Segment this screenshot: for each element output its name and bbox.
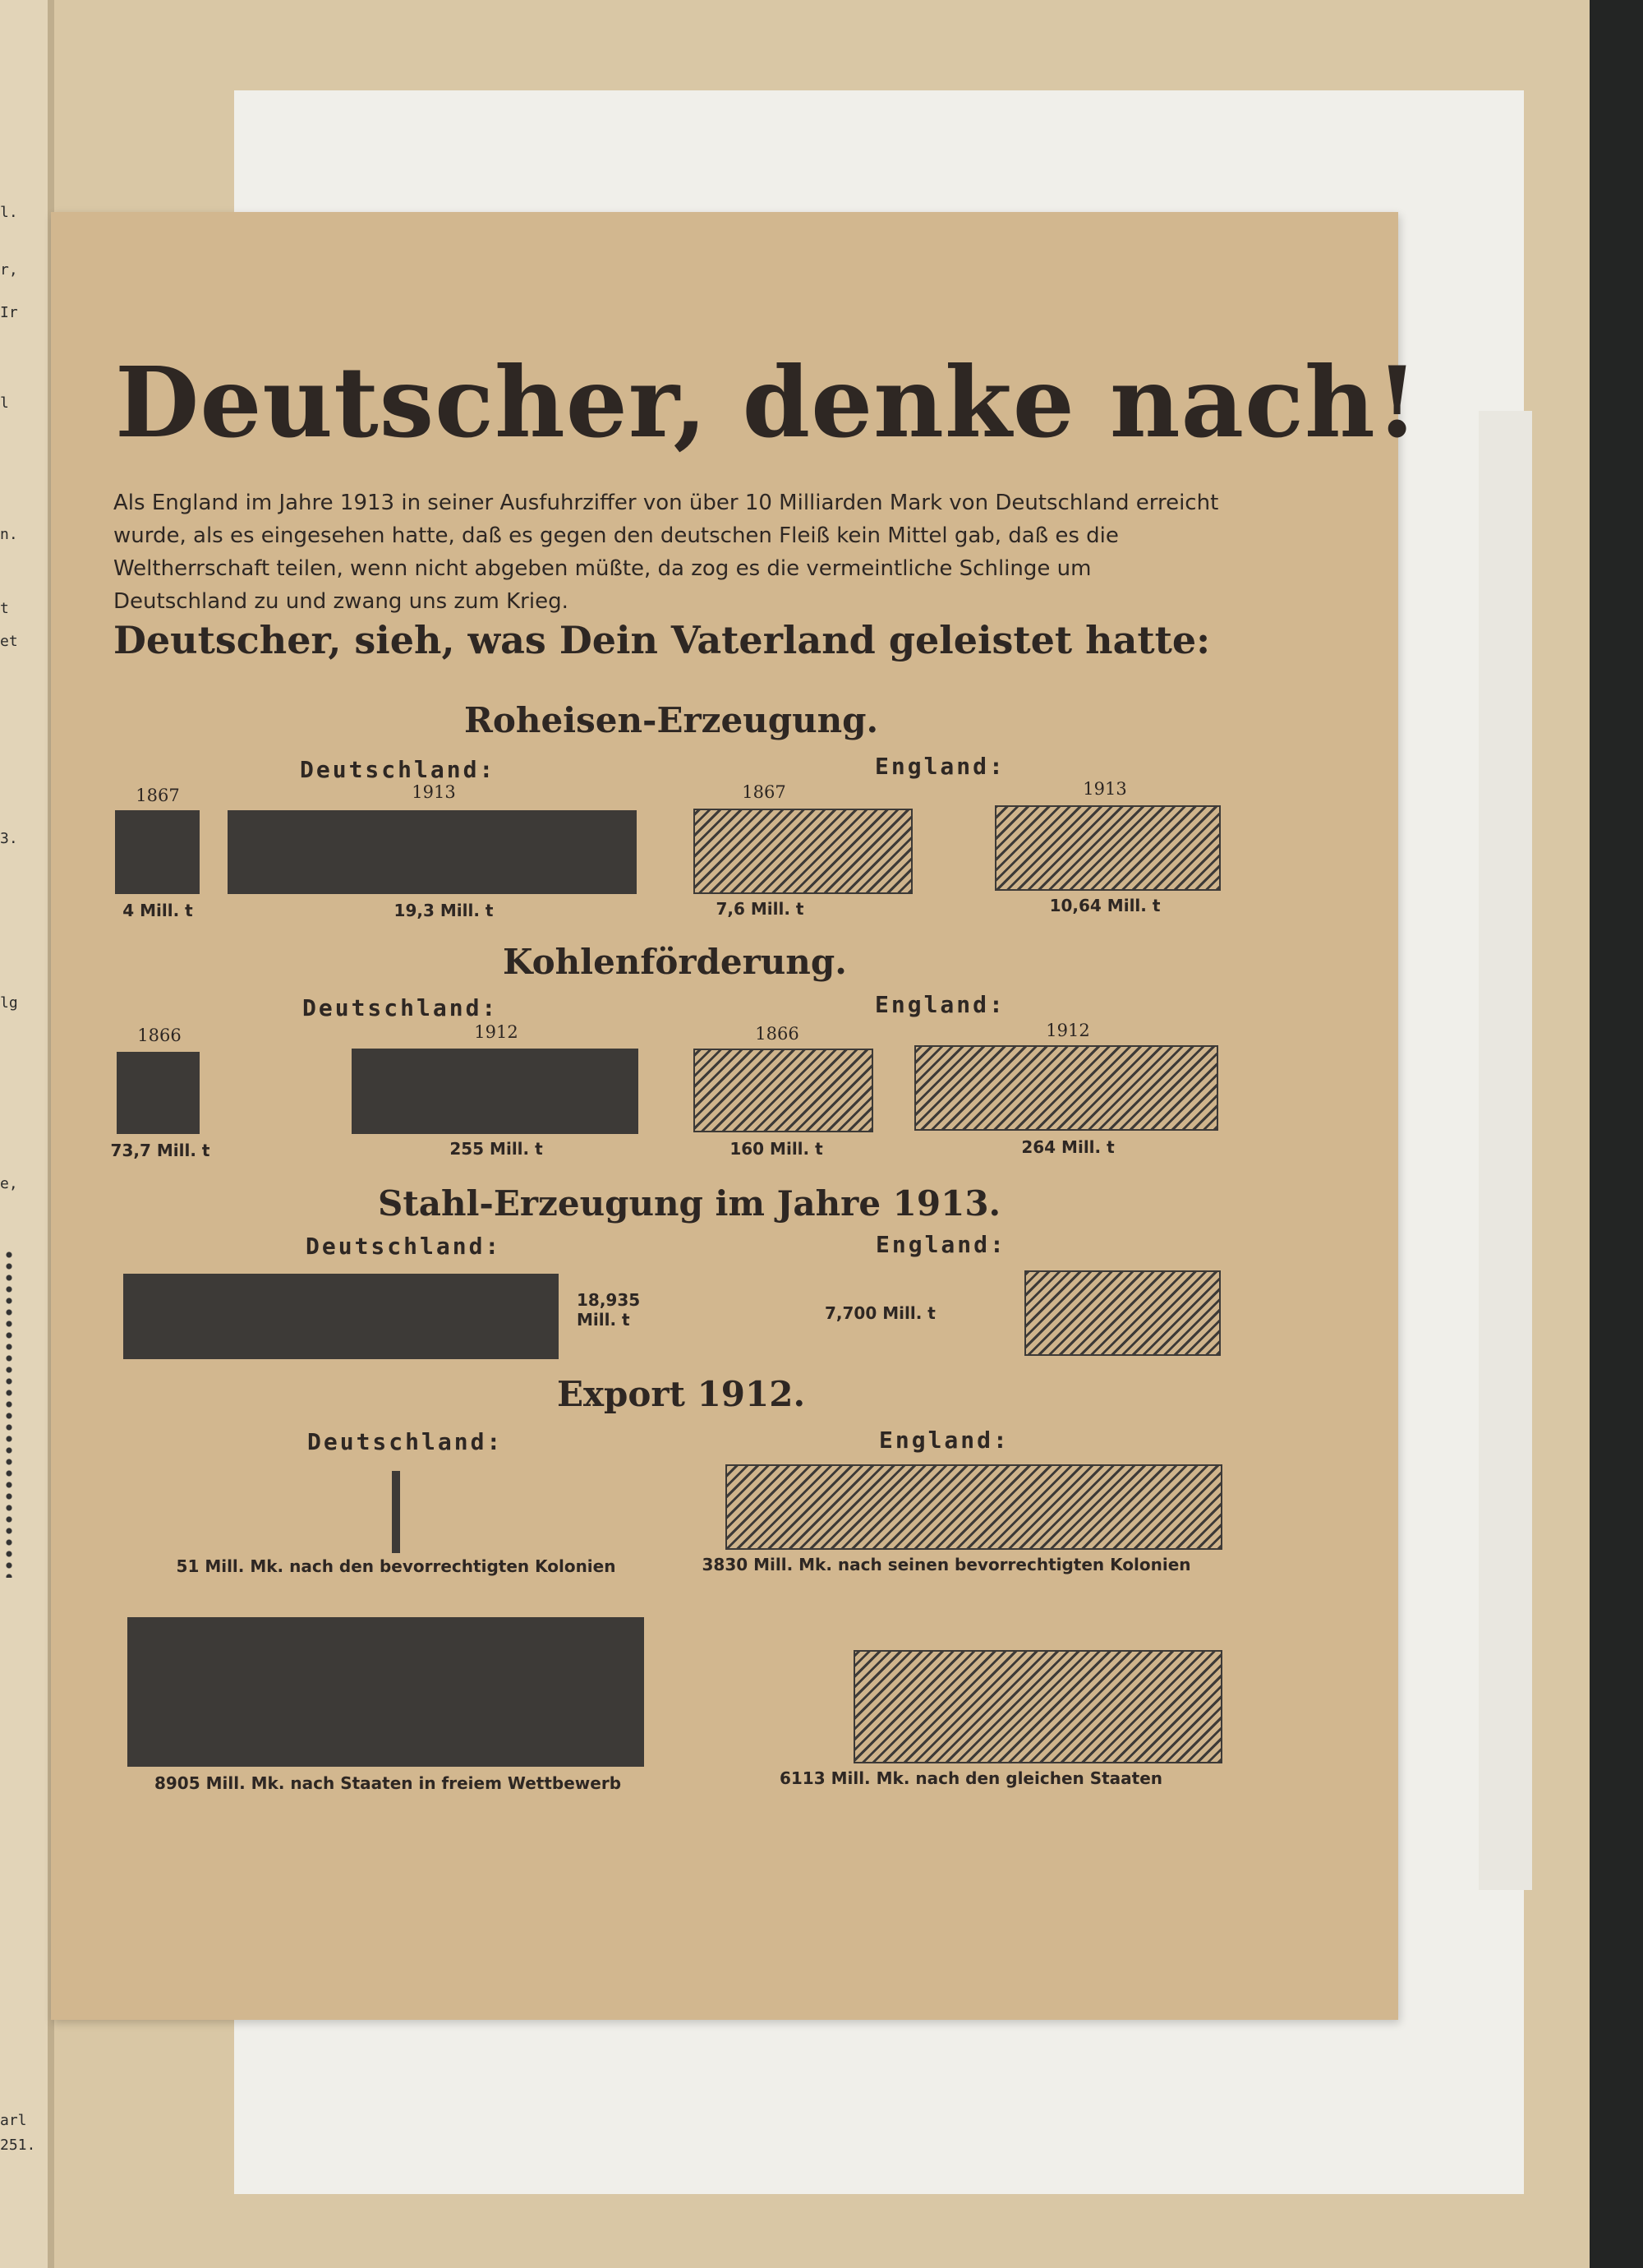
data-label: 19,3 Mill. t xyxy=(393,901,494,920)
margin-text: n. xyxy=(0,526,18,543)
bar-england-export-kolonien xyxy=(725,1464,1222,1550)
chart-title: Export 1912. xyxy=(557,1374,806,1414)
bar-england-stahl xyxy=(1024,1270,1221,1356)
bar-england-1867 xyxy=(693,809,913,894)
bar-england-1912 xyxy=(914,1045,1218,1131)
margin-text: e, xyxy=(0,1175,18,1192)
margin-text: Ir xyxy=(0,304,18,321)
legend-label-england: England: xyxy=(875,991,1006,1018)
tick-label: 1867 xyxy=(136,786,180,805)
margin-text: r, xyxy=(0,261,18,279)
margin-text: arl xyxy=(0,2112,27,2129)
data-label: Mill. t xyxy=(577,1310,630,1330)
left-page-strip xyxy=(0,0,51,2268)
margin-text: 251. xyxy=(0,2137,36,2154)
margin-text: l xyxy=(0,394,9,412)
legend-label-deutschland: Deutschland: xyxy=(306,1233,502,1260)
data-label: 10,64 Mill. t xyxy=(1049,896,1161,915)
page-title: Deutscher, denke nach! xyxy=(115,345,1420,459)
legend-label-deutschland: Deutschland: xyxy=(300,756,496,783)
margin-text: t xyxy=(0,600,9,617)
chart-title: Roheisen-Erzeugung. xyxy=(464,700,879,740)
data-label: 160 Mill. t xyxy=(729,1139,823,1159)
bar-deutschland-export-kolonien xyxy=(392,1471,400,1553)
data-label: 73,7 Mill. t xyxy=(110,1141,210,1160)
tick-label: 1912 xyxy=(1046,1021,1090,1040)
tick-label: 1867 xyxy=(742,782,786,802)
bar-england-export-staaten xyxy=(854,1650,1222,1763)
data-label: 255 Mill. t xyxy=(449,1139,543,1159)
legend-label-england: England: xyxy=(875,753,1006,780)
data-label: 3830 Mill. Mk. nach seinen bevorrechtigten Kolonien xyxy=(702,1555,1191,1574)
chart-title: Stahl-Erzeugung im Jahre 1913. xyxy=(378,1183,1001,1224)
chart-title: Kohlenförderung. xyxy=(503,942,847,982)
data-label: 7,700 Mill. t xyxy=(825,1303,936,1323)
margin-text: et xyxy=(0,633,18,650)
data-label: 6113 Mill. Mk. nach den gleichen Staaten xyxy=(779,1768,1163,1788)
book-cover-edge xyxy=(1590,0,1643,2268)
legend-label-england: England: xyxy=(876,1231,1006,1258)
margin-text: 3. xyxy=(0,830,18,847)
legend-label-england: England: xyxy=(879,1427,1010,1454)
bar-deutschland-1866 xyxy=(117,1052,200,1134)
data-label: 18,935 xyxy=(577,1290,641,1310)
bar-england-1913 xyxy=(995,805,1221,891)
tick-label: 1913 xyxy=(1083,779,1127,799)
data-label: 4 Mill. t xyxy=(122,901,193,920)
intro-paragraph: Als England im Jahre 1913 in seiner Ausfuhrziffer von über 10 Milliarden Mark von Deutschland erreicht wurde, als es eingesehen hatte, daß es gegen den deutschen Fleiß kein Mittel gab, daß es die Weltherrschaft teilen, wenn nicht abgeben müßte, da zog es die vermeintliche Schlinge um Deutschland zu und zwang uns zum Krieg. xyxy=(113,491,1219,614)
backing-sheet-edge xyxy=(1479,411,1532,1890)
bar-deutschland-1913 xyxy=(228,810,637,894)
data-label: 264 Mill. t xyxy=(1021,1137,1115,1157)
page-subtitle: Deutscher, sieh, was Dein Vaterland geleistet hatte: xyxy=(113,618,1211,662)
tick-label: 1913 xyxy=(412,782,456,802)
data-label: 51 Mill. Mk. nach den bevorrechtigten Kolonien xyxy=(176,1556,616,1576)
tick-label: 1912 xyxy=(474,1022,518,1042)
bar-deutschland-export-wettbewerb xyxy=(127,1617,644,1767)
legend-label-deutschland: Deutschland: xyxy=(302,994,499,1021)
data-label: 7,6 Mill. t xyxy=(716,899,804,919)
legend-label-deutschland: Deutschland: xyxy=(307,1428,504,1455)
margin-text: l. xyxy=(0,204,18,221)
margin-text: lg xyxy=(0,994,18,1012)
bar-england-1866 xyxy=(693,1049,873,1132)
bar-deutschland-stahl xyxy=(123,1274,559,1359)
bar-deutschland-1867 xyxy=(115,810,200,894)
data-label: 8905 Mill. Mk. nach Staaten in freiem Wettbewerb xyxy=(154,1773,622,1793)
tick-label: 1866 xyxy=(755,1024,799,1044)
bar-deutschland-1912 xyxy=(352,1049,638,1134)
tick-label: 1866 xyxy=(137,1026,182,1045)
margin-dotted-rule xyxy=(3,1249,15,1578)
